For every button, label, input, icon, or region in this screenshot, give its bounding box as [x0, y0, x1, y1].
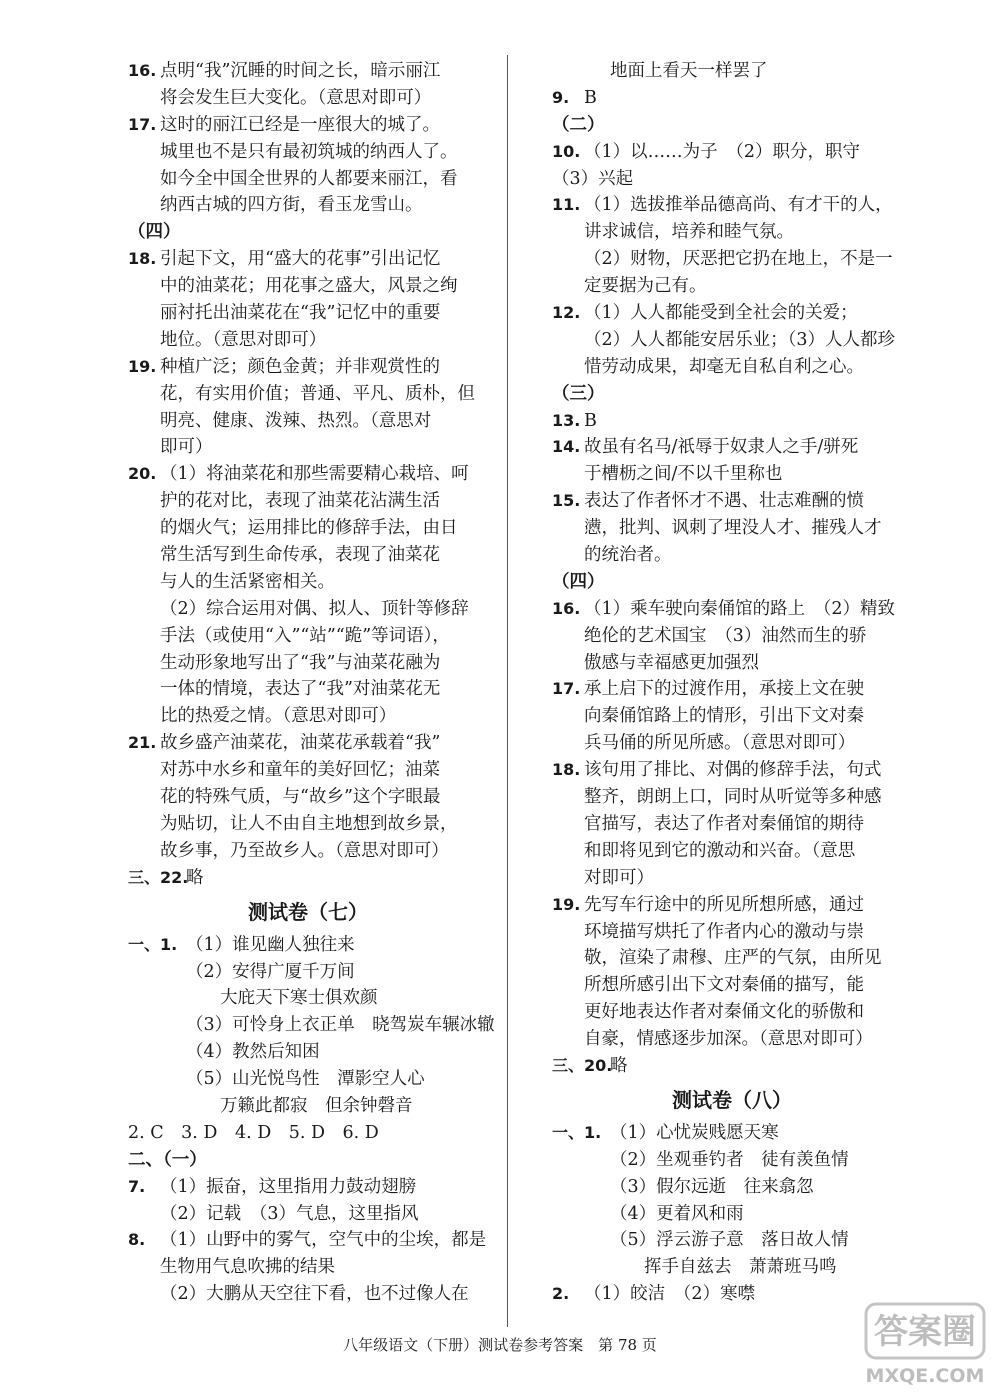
- watermark-top-text: 答案圈: [874, 1312, 976, 1352]
- question-number: 11.: [552, 195, 581, 215]
- answer-text: （2）记载 （3）气息，这里指风: [160, 1203, 419, 1224]
- answer-text: 兵马俑的所见所感。（意思对即可）: [584, 733, 856, 754]
- answer-text: 地位。（意思对即可）: [160, 329, 327, 350]
- answer-text: 惜劳动成果，却毫无自私自利之心。: [584, 356, 864, 377]
- answer-text: 于槽枥之间/不以千里称也: [584, 464, 783, 485]
- answer-text: （2）安得广厦千万间: [186, 961, 355, 982]
- answer-text: （2）坐观垂钓者 徒有羡鱼情: [610, 1149, 849, 1170]
- answer-line: [128, 865, 488, 892]
- question-number: 17.: [128, 114, 157, 134]
- answer-line: [128, 488, 488, 515]
- answer-text: （5）浮云游子意 落日故人情: [610, 1230, 849, 1251]
- question-number: 10.: [552, 141, 581, 161]
- section-heading: [552, 112, 912, 139]
- right-column: [552, 58, 912, 1308]
- answer-line: [552, 945, 912, 972]
- answer-text: 挥手自兹去 萧萧班马鸣: [644, 1257, 837, 1278]
- answer-text: 城里也不是只有最初筑城的纳西人了。: [160, 141, 458, 162]
- answer-text: 的烟火气；运用排比的修辞手法，由日: [160, 518, 458, 539]
- answer-line: [128, 1227, 488, 1254]
- answer-text: 地面上看天一样罢了: [610, 61, 768, 81]
- answer-line: [552, 1227, 912, 1254]
- question-number: 2.: [552, 1284, 570, 1304]
- answer-text: 懑，批判、讽刺了埋没人才、摧残人才: [584, 518, 882, 539]
- answer-line: [552, 919, 912, 946]
- answer-line: [552, 1026, 912, 1053]
- answer-text: （2）人人都能安居乐业；（3）人人都珍: [584, 329, 896, 350]
- answer-line: [128, 139, 488, 166]
- answer-line: [552, 838, 912, 865]
- answer-text: （1）乘车驶向秦俑馆的路上 （2）精致: [584, 598, 896, 619]
- answer-text: 略: [610, 1055, 628, 1076]
- answer-text: 花，有实用价值；普通、平凡、质朴，但: [160, 383, 475, 404]
- answer-line: [552, 434, 912, 461]
- answer-line: [552, 327, 912, 354]
- answer-line: [128, 515, 488, 542]
- answer-text: 比的热爱之情。（意思对即可）: [160, 706, 397, 727]
- answer-line: [128, 730, 488, 757]
- answer-text: 略: [186, 867, 204, 888]
- test-title: 测试卷（八）: [672, 1087, 792, 1112]
- answer-text: 生物用气息吹拂的结果: [160, 1257, 335, 1278]
- answer-text: 为贴切，让人不由自主地想到故乡景，: [160, 813, 458, 834]
- answer-line: [552, 192, 912, 219]
- answer-line: [552, 703, 912, 730]
- answer-line: [552, 650, 912, 677]
- answer-line: [128, 273, 488, 300]
- answer-line: [128, 434, 488, 461]
- answer-line: [552, 892, 912, 919]
- answer-line: [128, 811, 488, 838]
- answer-text: 2. C 3. D 4. D 5. D 6. D: [128, 1122, 379, 1143]
- answer-text: 花的特殊气质，与“故乡”这个字眼最: [160, 787, 441, 808]
- answer-line: [128, 1254, 488, 1281]
- answer-text: 这时的丽江已经是一座很大的城了。: [160, 114, 440, 135]
- answer-line: [128, 985, 488, 1012]
- answer-line: [128, 1012, 495, 1039]
- answer-text: 傲感与幸福感更加强烈: [584, 652, 759, 673]
- answer-line: [128, 408, 488, 435]
- answer-text: 明亮、健康、泼辣、热烈。（意思对: [160, 410, 432, 431]
- answer-text: 向秦俑馆路上的情形，引出下文对秦: [584, 706, 864, 727]
- question-number: 18.: [552, 760, 581, 780]
- answer-line: [552, 246, 912, 273]
- answer-text: 先写车行途中的所见所想所感，通过: [584, 894, 864, 915]
- answer-line: [552, 757, 912, 784]
- answer-text: 与人的生活紧密相关。: [160, 571, 335, 592]
- answer-line: [128, 959, 488, 986]
- answer-line: [128, 650, 488, 677]
- answer-text: 故乡事，乃至故乡人。（意思对即可）: [160, 840, 449, 861]
- answer-line: [128, 327, 488, 354]
- answer-text: （1）将油菜花和那些需要精心栽培、呵: [160, 464, 469, 485]
- section-heading: [552, 381, 912, 408]
- answer-text: 种植广泛；颜色金黄；并非观赏性的: [160, 356, 440, 377]
- answer-line: [552, 166, 912, 193]
- answer-line: [128, 569, 488, 596]
- question-number: 19.: [552, 894, 581, 914]
- question-number: 一、1.: [128, 934, 178, 954]
- answer-text: 对即可）: [584, 867, 654, 888]
- answer-line: [552, 811, 912, 838]
- answer-text: 将会发生巨大变化。（意思对即可）: [160, 87, 432, 108]
- answer-text: 纳西古城的四方街，看玉龙雪山。: [160, 195, 423, 216]
- answer-text: （3）假尔远逝 往来翕忽: [610, 1176, 814, 1197]
- answer-line: [128, 596, 488, 623]
- answer-line: [552, 730, 912, 757]
- answer-text: （1）选拔推举品德高尚、有才干的人，: [584, 195, 893, 216]
- question-number: 7.: [128, 1176, 146, 1196]
- answer-line: [552, 1281, 912, 1308]
- answer-text: 对苏中水乡和童年的美好回忆；油菜: [160, 760, 440, 781]
- answer-line: [128, 246, 488, 273]
- question-number: 14.: [552, 437, 581, 457]
- answer-line: [128, 1093, 488, 1120]
- answer-line: [128, 166, 488, 193]
- section-heading-text: （三）: [552, 383, 605, 404]
- answer-line: [128, 1201, 488, 1228]
- answer-line: [552, 354, 912, 381]
- section-heading: [128, 219, 488, 246]
- answer-text: 表达了作者怀才不遇、壮志难酬的愤: [584, 491, 864, 512]
- answer-text: 点明“我”沉睡的时间之长，暗示丽江: [160, 61, 441, 81]
- answer-text: （1）谁见幽人独往来: [186, 934, 355, 955]
- question-number: 12.: [552, 303, 581, 323]
- answer-line: [128, 381, 488, 408]
- answer-line: [128, 838, 488, 865]
- answer-text: 该句用了排比、对偶的修辞手法，句式: [584, 760, 882, 781]
- answer-line: [552, 300, 912, 327]
- answer-text: 整齐，朗朗上口，同时从听觉等多种感: [584, 787, 882, 808]
- answer-line: [552, 999, 912, 1026]
- answer-line: [552, 596, 912, 623]
- answer-text: 自豪，情感逐步加深。（意思对即可）: [584, 1029, 873, 1050]
- answer-text: 所想所感引出下文对秦俑的描写，能: [584, 975, 864, 996]
- answer-text: （3）兴起: [552, 168, 634, 189]
- question-number: 13.: [552, 410, 581, 430]
- watermark-logo: [860, 1300, 990, 1390]
- answer-text: 故乡盛产油菜花，油菜花承载着“我”: [160, 733, 441, 754]
- answer-text: 引起下文，用“盛大的花事”引出记忆: [160, 249, 441, 270]
- answer-line: [552, 972, 912, 999]
- answer-text: 的统治者。: [584, 545, 672, 566]
- answer-line: [552, 85, 912, 112]
- answer-line: [128, 542, 488, 569]
- page-footer: 八年级语文（下册）测试卷参考答案 第 78 页: [343, 1336, 657, 1354]
- section-heading: [128, 1147, 488, 1174]
- answer-line: [552, 488, 912, 515]
- section-heading: [552, 569, 912, 596]
- question-number: 20.: [128, 464, 157, 484]
- answer-text: 讲求诚信，培养和睦气氛。: [584, 222, 794, 243]
- question-number: 9.: [552, 87, 570, 107]
- answer-text: 敬，渲染了肃穆、庄严的气氛，由所见: [584, 948, 882, 969]
- section-heading-text: （四）: [552, 571, 605, 592]
- answer-text: 中的油菜花；用花事之盛大，风景之绚: [160, 276, 458, 297]
- answer-text: （2）综合运用对偶、拟人、顶针等修辞: [160, 598, 469, 619]
- answer-text: 更好地表达作者对秦俑文化的骄傲和: [584, 1002, 864, 1023]
- answer-text: 万籁此都寂 但余钟磬音: [220, 1095, 413, 1116]
- answer-line: [552, 461, 912, 488]
- answer-line: [552, 408, 912, 435]
- answer-line: [552, 1254, 912, 1281]
- section-heading-text: （二）: [552, 114, 605, 135]
- question-number: 16.: [552, 598, 581, 618]
- answer-line: [552, 515, 912, 542]
- answer-text: （1）皎洁 （2）寒噤: [584, 1284, 756, 1305]
- answer-line: [552, 273, 912, 300]
- answer-text: （1）振奋，这里指用力鼓动翅膀: [160, 1176, 417, 1197]
- answer-text: 生动形象地写出了“我”与油菜花融为: [160, 652, 441, 673]
- answer-line: [552, 1120, 912, 1147]
- answer-line: [128, 757, 488, 784]
- left-column: [128, 58, 495, 1308]
- answer-text: （2）大鹏从天空往下看，也不过像人在: [160, 1284, 469, 1305]
- answer-line: [128, 676, 488, 703]
- answer-line: [552, 623, 912, 650]
- answer-text: （1）以……为子 （2）职分，职守: [584, 141, 861, 162]
- answer-line: [552, 865, 912, 892]
- answer-line: [552, 219, 912, 246]
- question-number: 三、22.: [128, 867, 189, 887]
- answer-line: [552, 1053, 912, 1080]
- answer-text: 和即将见到它的激动和兴奋。（意思: [584, 840, 856, 861]
- answer-line: [552, 58, 912, 85]
- answer-line: [128, 58, 488, 85]
- answer-line: [128, 1039, 488, 1066]
- answer-text: （1）人人都能受到全社会的关爱；: [584, 303, 858, 324]
- answer-line: [128, 1174, 488, 1201]
- answer-text: 护的花对比，表现了油菜花沾满生活: [160, 491, 440, 512]
- answer-text: 丽衬托出油菜花在“我”记忆中的重要: [160, 303, 441, 324]
- test-title: 测试卷（七）: [248, 899, 368, 924]
- answer-line: [552, 1174, 912, 1201]
- column-divider: [507, 55, 508, 1327]
- answer-text: 环境描写烘托了作者内心的激动与崇: [584, 921, 864, 942]
- answer-line: [552, 139, 912, 166]
- answer-line: [128, 1120, 488, 1147]
- question-number: 21.: [128, 733, 157, 753]
- question-number: 8.: [128, 1230, 146, 1250]
- answer-line: [128, 1281, 488, 1308]
- answer-line: [128, 354, 488, 381]
- question-number: 19.: [128, 356, 157, 376]
- question-number: 18.: [128, 249, 157, 269]
- answer-line: [552, 542, 912, 569]
- answer-text: 承上启下的过渡作用，承接上文在驶: [584, 679, 864, 700]
- question-number: 三、20.: [552, 1055, 613, 1075]
- answer-line: [552, 1201, 912, 1228]
- answer-line: [128, 192, 488, 219]
- answer-text: （1）心忧炭贱愿天寒: [610, 1122, 779, 1143]
- answer-text: 如今全中国全世界的人都要来丽江，看: [160, 168, 458, 189]
- answer-text: （3）可怜身上衣正单 晓驾炭车辗冰辙: [186, 1015, 495, 1036]
- question-number: 16.: [128, 61, 157, 80]
- section-heading-text: 二、（一）: [128, 1149, 207, 1170]
- answer-text: 即可）: [160, 437, 213, 458]
- answer-line: [128, 623, 488, 650]
- answer-line: [128, 703, 488, 730]
- answer-line: [128, 461, 488, 488]
- answer-text: （4）教然后知困: [186, 1042, 320, 1063]
- answer-text: 定要据为己有。: [584, 276, 707, 297]
- watermark-bottom-text: MXQE.COM: [865, 1365, 985, 1387]
- answer-text: （1）山野中的雾气，空气中的尘埃，都是: [160, 1230, 487, 1251]
- answer-line: [128, 1066, 488, 1093]
- answer-line: [128, 300, 488, 327]
- answer-text: 绝伦的艺术国宝 （3）油然而生的骄: [584, 625, 867, 646]
- answer-line: [552, 784, 912, 811]
- answer-text: 常生活写到生命传承，表现了油菜花: [160, 545, 440, 566]
- answer-line: [552, 676, 912, 703]
- answer-line: [552, 1147, 912, 1174]
- answer-text: 手法（或使用“入”“站”“跪”等词语），: [160, 625, 450, 646]
- question-number: 17.: [552, 679, 581, 699]
- answer-text: （5）山光悦鸟性 潭影空人心: [186, 1069, 425, 1090]
- answer-line: [128, 85, 488, 112]
- question-number: 一、1.: [552, 1122, 602, 1142]
- answer-text: 一体的情境，表达了“我”对油菜花无: [160, 679, 441, 700]
- answer-line: [128, 112, 488, 139]
- answer-text: （2）财物，厌恶把它扔在地上，不是一: [584, 249, 893, 270]
- answer-line: [128, 932, 488, 959]
- answer-text: （4）更着风和雨: [610, 1203, 744, 1224]
- answer-text: B: [584, 87, 597, 108]
- answer-text: 官描写，表达了作者对秦俑馆的期待: [584, 813, 864, 834]
- question-number: 15.: [552, 491, 581, 511]
- answer-line: [128, 784, 488, 811]
- answer-text: 大庇天下寒士俱欢颜: [220, 988, 378, 1009]
- section-heading-text: （四）: [128, 222, 181, 243]
- answer-text: B: [584, 410, 597, 431]
- answer-text: 故虽有名马/祇辱于奴隶人之手/骈死: [584, 437, 859, 458]
